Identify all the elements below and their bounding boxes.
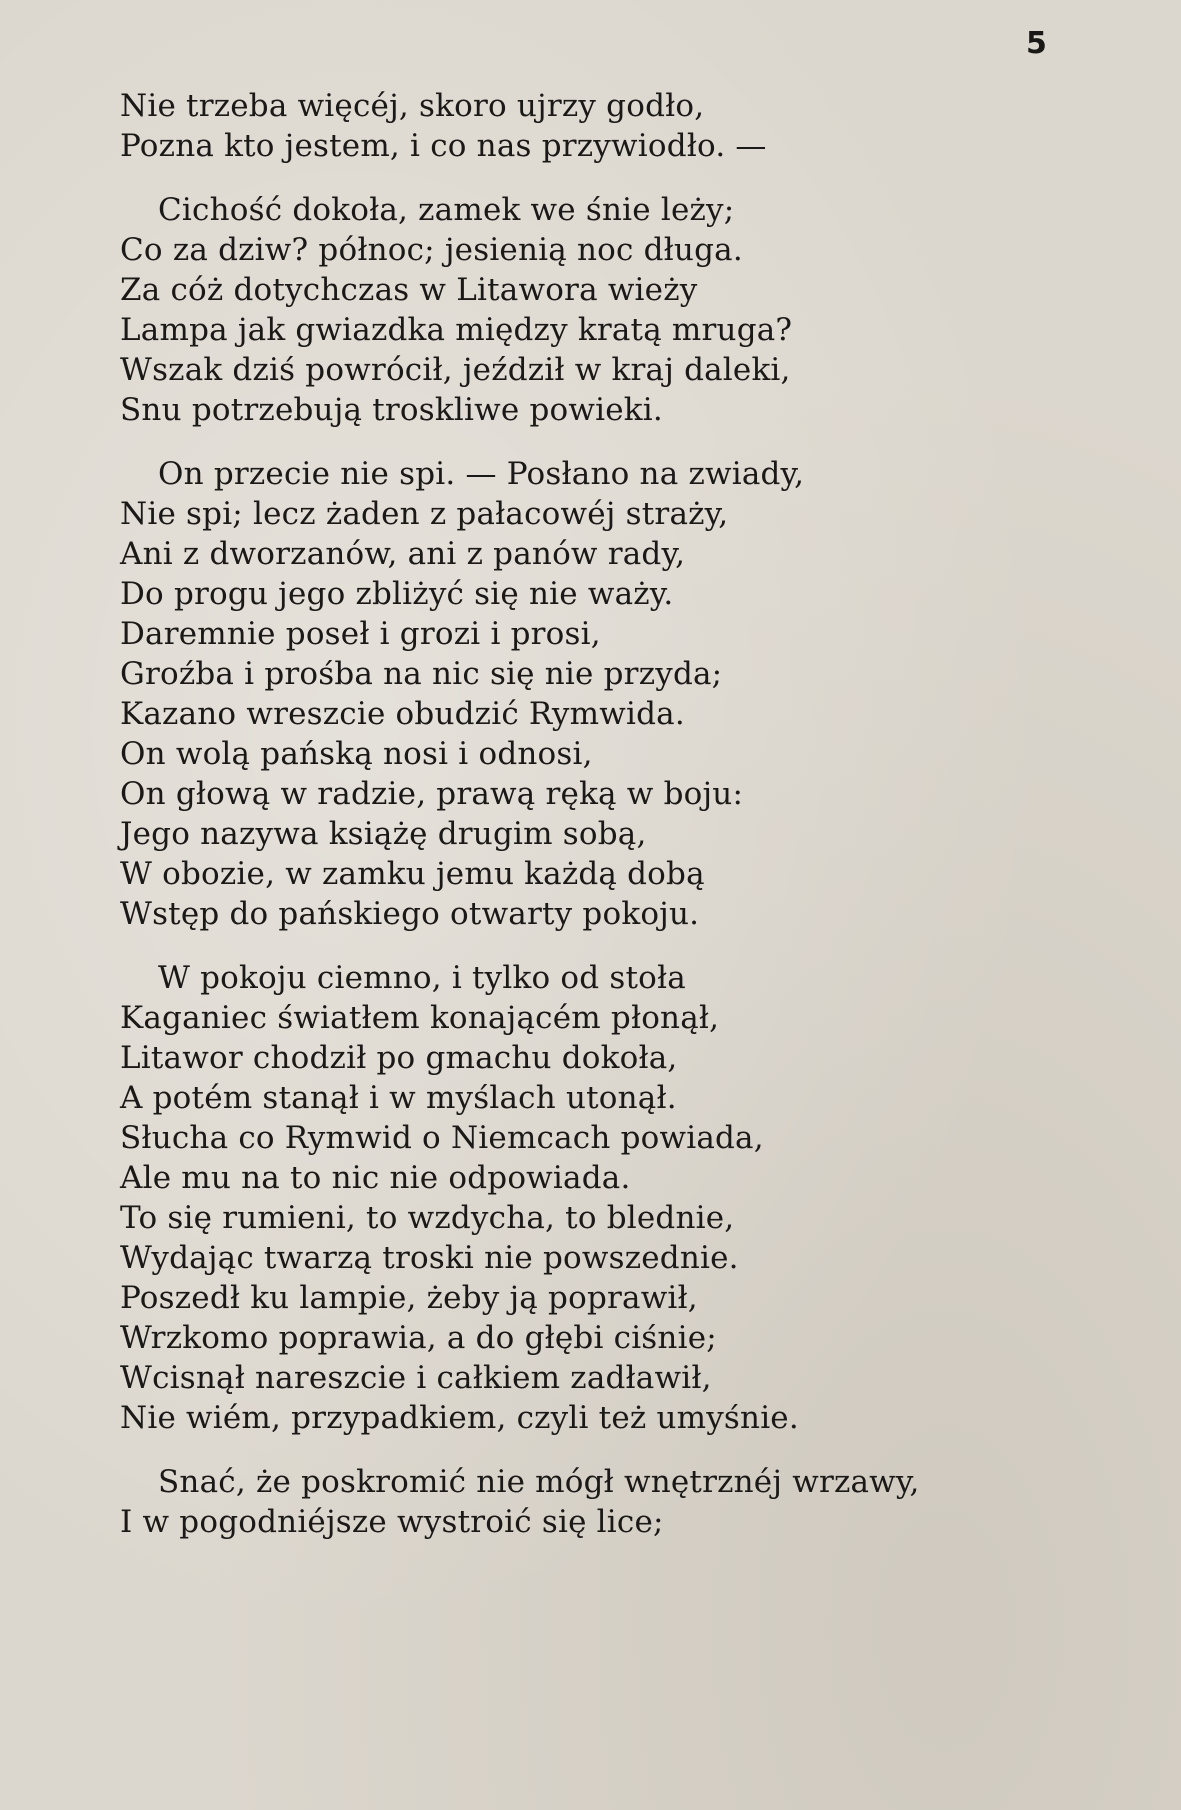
verse-line: Daremnie poseł i grozi i prosi, bbox=[120, 616, 601, 652]
verse-line: Groźba i prośba na nic się nie przyda; bbox=[120, 656, 723, 692]
verse-line: Litawor chodził po gmachu dokoła, bbox=[120, 1040, 678, 1076]
verse-line: Wstęp do pańskiego otwarty pokoju. bbox=[120, 896, 700, 932]
verse-line: Do progu jego zbliżyć się nie waży. bbox=[120, 576, 674, 612]
verse-line: I w pogodniéjsze wystroić się lice; bbox=[120, 1504, 664, 1540]
verse-line: Nie wiém, przypadkiem, czyli też umyśnie. bbox=[120, 1400, 799, 1436]
verse-line: Kazano wreszcie obudzić Rymwida. bbox=[120, 696, 685, 732]
verse-line: To się rumieni, to wzdycha, to blednie, bbox=[120, 1200, 735, 1236]
stanza-1 bbox=[120, 86, 1070, 166]
verse-line: Pozna kto jestem, i co nas przywiodło. — bbox=[120, 128, 767, 164]
stanza-5 bbox=[120, 1462, 1070, 1542]
verse-line: W pokoju ciemno, i tylko od stoła bbox=[158, 960, 686, 996]
verse-line: Jego nazywa książę drugim sobą, bbox=[120, 816, 647, 852]
verse-line: Lampa jak gwiazdka między kratą mruga? bbox=[120, 312, 793, 348]
stanza-4 bbox=[120, 958, 1070, 1438]
verse-line: Snu potrzebują troskliwe powieki. bbox=[120, 392, 663, 428]
verse-line: Wydając twarzą troski nie powszednie. bbox=[120, 1240, 739, 1276]
verse-line: Wszak dziś powrócił, jeździł w kraj daleki, bbox=[120, 352, 791, 388]
verse-line: Nie trzeba więcéj, skoro ujrzy godło, bbox=[120, 88, 705, 124]
verse-line: On wolą pańską nosi i odnosi, bbox=[120, 736, 593, 772]
verse-line: Wcisnął nareszcie i całkiem zadławił, bbox=[120, 1360, 712, 1396]
page-number: 5 bbox=[1026, 26, 1047, 61]
verse-line: Snać, że poskromić nie mógł wnętrznéj wrzawy, bbox=[158, 1464, 920, 1500]
verse-line: Wrzkomo poprawia, a do głębi ciśnie; bbox=[120, 1320, 717, 1356]
verse-line: Kaganiec światłem konającém płonął, bbox=[120, 1000, 720, 1036]
stanza-2 bbox=[120, 190, 1070, 430]
verse-line: Ani z dworzanów, ani z panów rady, bbox=[120, 536, 686, 572]
stanza-3 bbox=[120, 454, 1070, 934]
verse-line: A potém stanął i w myślach utonął. bbox=[120, 1080, 677, 1116]
verse-line: Nie spi; lecz żaden z pałacowéj straży, bbox=[120, 496, 729, 532]
verse-line: Poszedł ku lampie, żeby ją poprawił, bbox=[120, 1280, 698, 1316]
verse-line: On przecie nie spi. — Posłano na zwiady, bbox=[158, 456, 805, 492]
verse-line: Ale mu na to nic nie odpowiada. bbox=[120, 1160, 631, 1196]
verse-line: Za cóż dotychczas w Litawora wieży bbox=[120, 272, 698, 308]
verse-line: Słucha co Rymwid o Niemcach powiada, bbox=[120, 1120, 764, 1156]
poem-text bbox=[120, 86, 1070, 1566]
verse-line: Co za dziw? północ; jesienią noc długa. bbox=[120, 232, 743, 268]
verse-line: W obozie, w zamku jemu każdą dobą bbox=[120, 856, 705, 892]
verse-line: On głową w radzie, prawą ręką w boju: bbox=[120, 776, 744, 812]
verse-line: Cichość dokoła, zamek we śnie leży; bbox=[158, 192, 735, 228]
